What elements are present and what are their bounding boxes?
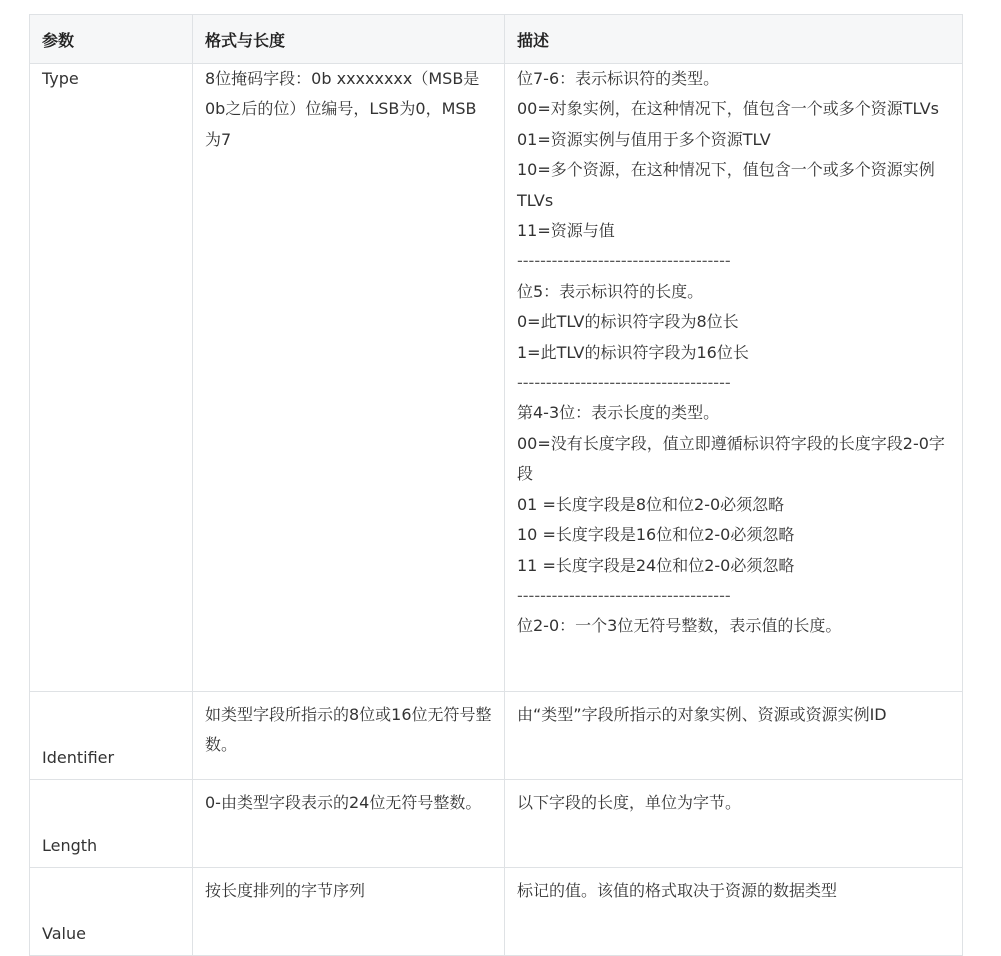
description-line: 位5：表示标识符的长度。 [517, 281, 704, 301]
description-line: 位2-0：一个3位无符号整数，表示值的长度。 [517, 616, 842, 636]
param-cell: Identifier [30, 692, 193, 780]
description-line: 11 =长度字段是24位和位2-0必须忽略 [517, 555, 795, 575]
param-cell: Value [30, 868, 193, 956]
description-line: 1=此TLV的标识符字段为16位长 [517, 342, 749, 362]
format-cell: 按长度排列的字节序列 [193, 868, 505, 956]
description-line: 11=资源与值 [517, 221, 615, 241]
description-line: 10=多个资源，在这种情况下，值包含一个或多个资源实例TLVs [517, 160, 935, 210]
format-cell: 8位掩码字段：0b xxxxxxxx（MSB是0b之后的位）位编号，LSB为0，MSB为7 [193, 64, 505, 692]
format-cell: 0-由类型字段表示的24位无符号整数。 [193, 780, 505, 868]
table-row-type [30, 64, 963, 692]
separator-line: ------------------------------------- [517, 251, 731, 271]
header-description: 描述 [505, 15, 963, 64]
param-cell: Length [30, 780, 193, 868]
header-param: 参数 [30, 15, 193, 64]
parameter-table [29, 14, 963, 956]
separator-line: ------------------------------------- [517, 585, 731, 605]
format-cell: 如类型字段所指示的8位或16位无符号整数。 [193, 692, 505, 780]
table-row-value [30, 868, 963, 956]
separator-line: ------------------------------------- [517, 373, 731, 393]
description-line: 0=此TLV的标识符字段为8位长 [517, 312, 739, 332]
param-cell: Type [30, 64, 193, 692]
description-line: 第4-3位：表示长度的类型。 [517, 403, 720, 423]
description-line: 01=资源实例与值用于多个资源TLV [517, 129, 771, 149]
description-cell: 以下字段的长度，单位为字节。 [505, 780, 963, 868]
description-line: 位7-6：表示标识符的类型。 [517, 69, 720, 88]
table-row-length [30, 780, 963, 868]
description-line: 00=对象实例，在这种情况下，值包含一个或多个资源TLVs [517, 99, 939, 119]
description-cell: 标记的值。该值的格式取决于资源的数据类型 [505, 868, 963, 956]
description-cell [505, 64, 963, 692]
description-line: 00=没有长度字段，值立即遵循标识符字段的长度字段2-0字段 [517, 433, 945, 484]
description-line: 01 =长度字段是8位和位2-0必须忽略 [517, 494, 785, 514]
table-row-identifier [30, 692, 963, 780]
table-header-row [30, 15, 963, 64]
header-format: 格式与长度 [193, 15, 505, 64]
description-line: 10 =长度字段是16位和位2-0必须忽略 [517, 525, 795, 545]
description-cell: 由“类型”字段所指示的对象实例、资源或资源实例ID [505, 692, 963, 780]
